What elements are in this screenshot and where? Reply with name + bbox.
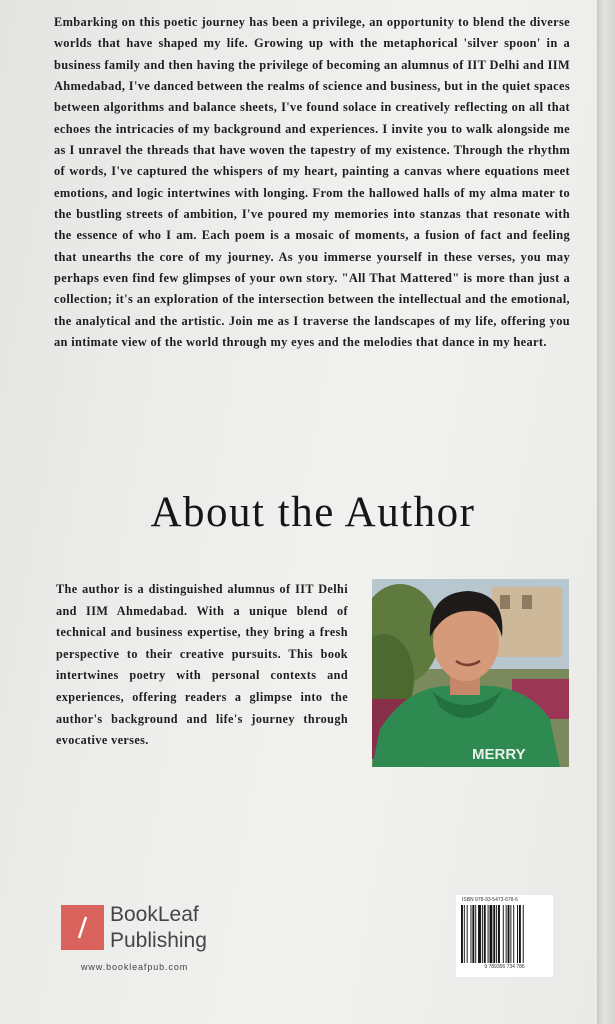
isbn-text: ISBN 978-93-5473-678-6 — [462, 897, 518, 903]
about-author-heading: About the Author — [150, 489, 476, 536]
author-bio: The author is a distinguished alumnus of IIT Delhi and IIM Ahmedabad. With a unique blend of technical and business expertise, they bring a fresh perspective to their creative pursuits. This book intertwines poetry with personal contexts and experiences, offering readers a glimpse into the author's background and life's journey through evocative verses. — [56, 582, 348, 748]
shirt-print-text: MERRY — [472, 746, 526, 763]
back-cover-blurb: Embarking on this poetic journey has been a privilege, an opportunity to blend the diverse worlds that have shaped my life. Growing up with the metaphorical 'silver spoon' in a business family and then having the privilege of becoming an alumnus of IIT Delhi and IIM Ahmedabad, I've danced between the realms of science and business, but in the quiet spaces between algorithms and balance sheets, I've found solace in creatively reflecting on all that echoes the intricacies of my background and experiences. I invite you to walk alongside me as I unravel the threads that have woven the tapestry of my existence. Through the rhythm of words, I've captured the whispers of my heart, painting a canvas where equations meet emotions, and logic intertwines with longing. From the hallowed halls of my alma mater to the bustling streets of ambition, I've poured my memories into stanzas that resonate with the essence of who I am. Each poem is a mosaic of moments, a fusion of fact and feeling that unearths the core of my journey. As you immerse yourself in these verses, you may perhaps even find few glimpses of your own story. "All That Mattered" is more than just a collection; it's an exploration of the intersection between the intellectual and the emotional, the analytical and the artistic. Join me as I traverse the landscapes of my life, offering you an intimate view of the world through my eyes and the melodies that dance in my heart. — [54, 15, 570, 350]
author-photo — [372, 579, 569, 767]
publisher-name — [110, 902, 207, 954]
barcode-digits: 9 789356 734 786 — [484, 964, 525, 970]
publisher-logo-icon — [61, 905, 104, 950]
publisher-url: www.bookleafpub.com — [81, 962, 189, 972]
publisher-name-line2: Publishing — [110, 929, 207, 952]
publisher-name-line1: BookLeaf — [110, 903, 199, 926]
cover-edge — [597, 0, 615, 1024]
isbn-barcode — [456, 895, 553, 977]
